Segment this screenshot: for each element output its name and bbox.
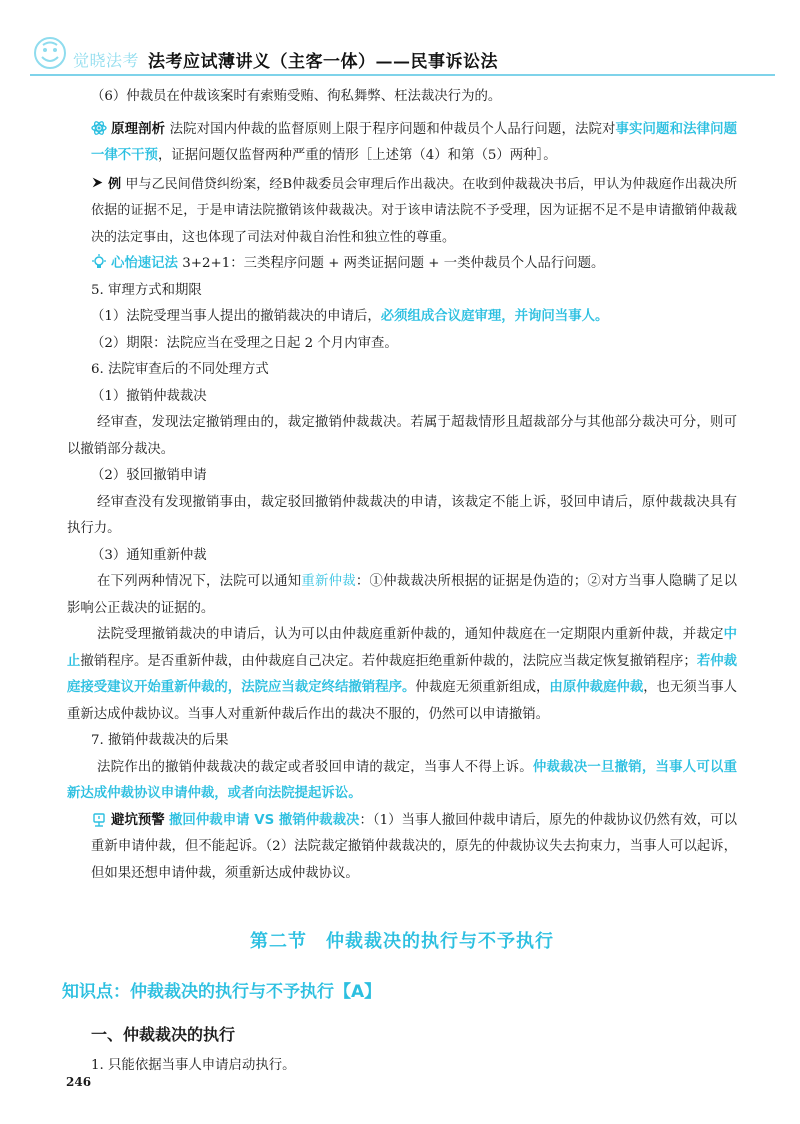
atom-icon [91,120,107,136]
example [67,172,737,252]
arrow-bullet-icon [91,176,104,189]
lightbulb-icon [91,254,107,270]
warning-tag: 避坑预警 [111,812,165,828]
text: 法院受理撤销裁决的申请后，认为可以由仲裁庭重新仲裁的，通知仲裁庭在一定期限内重新仲裁，并裁定 [97,627,724,642]
text: 撤销程序。是否重新仲裁，由仲裁庭自己决定。若仲裁庭拒绝重新仲裁的，法院应当裁定恢复撤销程序； [80,653,697,669]
knowledge-point: 知识点：仲裁裁决的执行与不予执行【A】 [62,982,382,1002]
text: ，证据问题仅监督两种严重的情形［上述第（4）和第（5）两种］。 [157,148,557,163]
highlight: 若仲裁庭接受建议开始重新仲裁的，法院应当裁定终结撤销程序。 [67,653,738,695]
text: 仲裁庭无须重新组成， [415,680,550,695]
text: 在下列两种情况下，法院可以通知 [97,574,302,589]
heading-5: 5. 审理方式和期限 [91,282,202,298]
principle-tag: 原理剖析 [111,121,166,137]
paragraph: 经审查没有发现撤销事由，裁定驳回撤销仲裁裁决的申请，该裁定不能上诉，驳回申请后，原仲裁裁决具有执行力。 [67,494,737,536]
header-rule [30,74,775,76]
text: ：①仲裁裁决所根据的证据是伪造的；②对方当事人隐瞒了足以影响公正裁决的证据的。 [67,574,738,616]
paragraph: （6）仲裁员在仲裁该案时有索贿受贿、徇私舞弊、枉法裁决行为的。 [91,89,502,104]
highlight: 中止 [67,627,737,669]
paragraph [67,569,737,622]
subheading: （2）驳回撤销申请 [91,468,207,483]
paragraph [67,304,737,331]
principle-analysis [67,117,737,170]
section-title: 第二节 仲裁裁决的执行与不予执行 [250,931,554,952]
example-tag: 例 [108,176,122,192]
text: 法院对国内仲裁的监督原则上限于程序问题和仲裁员个人品行问题，法院对 [165,121,616,137]
paragraph [67,622,737,728]
paragraph: （2）期限：法院应当在受理之日起 2 个月内审查。 [91,335,398,351]
highlight: 撤回仲裁申请 VS 撤销仲裁裁决 [169,812,360,828]
text: （1）法院受理当事人提出的撤销裁决的申请后， [91,309,381,324]
example-text: 甲与乙民间借贷纠纷案，经B仲裁委员会审理后作出裁决。在收到仲裁裁决书后，甲认为仲裁庭作出裁决所依据的证据不足，于是申请法院撤销该仲裁裁决。对于该申请法院不予受理，因为证据不足不是申请撤销仲裁裁决的法定事由，这也体现了司法对仲裁自治性和独立性的尊重。 [91,176,737,245]
memo-tag: 心怡速记法 [111,256,178,271]
highlight: 重新仲裁 [301,574,356,589]
warning-text: ：（1）当事人撤回仲裁申请后，原先的仲裁协议仍然有效，可以重新申请仲裁，但不能起诉。（2）法院裁定撤销仲裁裁决的，原先的仲裁协议失去拘束力，当事人可以起诉，但如果还想申请仲裁，须重新达成仲裁协议。 [91,812,737,881]
pitfall-warning [67,808,737,888]
sage-logo-icon [33,36,67,70]
warning-sign-icon [91,811,107,827]
page-header [0,0,800,80]
memo [67,251,737,278]
page-number: 246 [66,1075,92,1089]
paragraph: 1. 只能依据当事人申请启动执行。 [91,1058,296,1073]
heading-6: 6. 法院审查后的不同处理方式 [91,362,269,377]
highlight: 必须组成合议庭审理，并询问当事人。 [380,309,609,324]
highlight: 事实问题和法律问题一律不干预 [91,121,738,163]
page-content [62,84,738,1080]
brand-name: 觉晓法考 [73,51,140,70]
heading-7: 7. 撤销仲裁裁决的后果 [91,733,229,748]
subheading: （3）通知重新仲裁 [91,547,207,563]
highlight: 由原仲裁庭仲裁 [549,680,644,695]
paragraph [67,755,737,808]
text: 法院作出的撤销仲裁裁决的裁定或者驳回申请的裁定，当事人不得上诉。 [97,759,533,775]
highlight: 仲裁裁决一旦撤销，当事人可以重新达成仲裁协议申请仲裁，或者向法院提起诉讼。 [67,759,738,801]
document-title: 法考应试薄讲义（主客一体）——民事诉讼法 [148,52,498,72]
memo-text: 3+2+1：三类程序问题 + 两类证据问题 + 一类仲裁员个人品行问题。 [177,256,605,271]
subheading: （1）撤销仲裁裁决 [91,388,207,404]
subsection-heading: 一、仲裁裁决的执行 [91,1025,236,1044]
paragraph: 经审查，发现法定撤销理由的，裁定撤销仲裁裁决。若属于超裁情形且超裁部分与其他部分裁决可分，则可以撤销部分裁决。 [67,415,737,457]
text: ，也无须当事人重新达成仲裁协议。当事人对重新仲裁后作出的裁决不服的，仍然可以申请撤销。 [67,680,738,722]
